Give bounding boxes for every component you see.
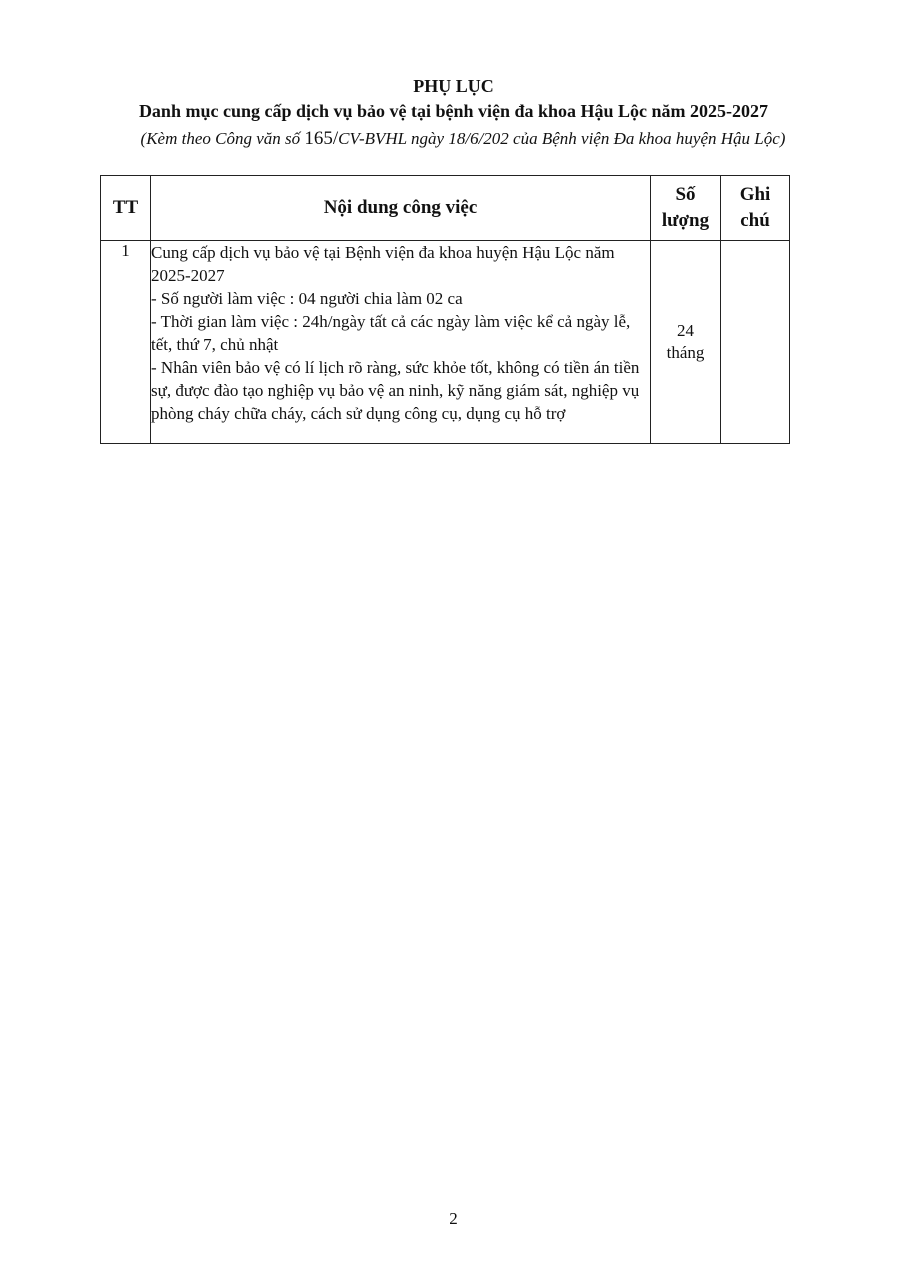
header-content: Nội dung công việc — [151, 176, 651, 241]
row-content — [151, 241, 651, 444]
document-subtitle: Danh mục cung cấp dịch vụ bảo vệ tại bệnh viện đa khoa Hậu Lộc năm 2025-2027 — [138, 101, 769, 121]
table-header-row — [101, 176, 790, 241]
reference-number: 165/ — [304, 128, 339, 149]
content-line: - Số người làm việc : 04 người chia làm 02 ca — [151, 289, 463, 308]
row-note — [721, 241, 790, 444]
reference-suffix: CV-BVHL ngày 18/6/202 của Bệnh viện Đa khoa huyện Hậu Lộc) — [338, 129, 786, 148]
quantity-unit: tháng — [666, 343, 705, 362]
header-note-line1: Ghi — [739, 184, 771, 205]
document-reference — [100, 127, 826, 150]
content-line: - Nhân viên bảo vệ có lí lịch rõ ràng, sức khỏe tốt, không có tiền án tiền sự, được đào tạo nghiệp vụ bảo vệ an ninh, kỹ năng giám sát, nghiệp vụ phòng cháy chữa cháy, cách sử dụng công cụ, dụng cụ hỗ trợ — [151, 358, 640, 423]
header-quantity — [651, 176, 721, 241]
header-note — [721, 176, 790, 241]
header-quantity-line2: lượng — [661, 210, 710, 231]
service-table — [100, 175, 790, 444]
row-quantity — [651, 241, 721, 444]
header-tt: TT — [101, 176, 151, 241]
header-quantity-line1: Số — [675, 184, 696, 205]
header-note-line2: chú — [740, 210, 770, 231]
page-number: 2 — [449, 1209, 458, 1228]
content-line: - Thời gian làm việc : 24h/ngày tất cả các ngày làm việc kể cả ngày lễ, tết, thứ 7, chủ nhật — [151, 312, 631, 354]
reference-prefix: (Kèm theo Công văn số — [140, 129, 305, 148]
table-row — [101, 241, 790, 444]
quantity-value: 24 — [677, 321, 694, 340]
content-line: Cung cấp dịch vụ bảo vệ tại Bệnh viện đa khoa huyện Hậu Lộc năm 2025-2027 — [151, 243, 615, 285]
row-tt: 1 — [101, 241, 151, 444]
document-title: PHỤ LỤC — [413, 76, 494, 96]
